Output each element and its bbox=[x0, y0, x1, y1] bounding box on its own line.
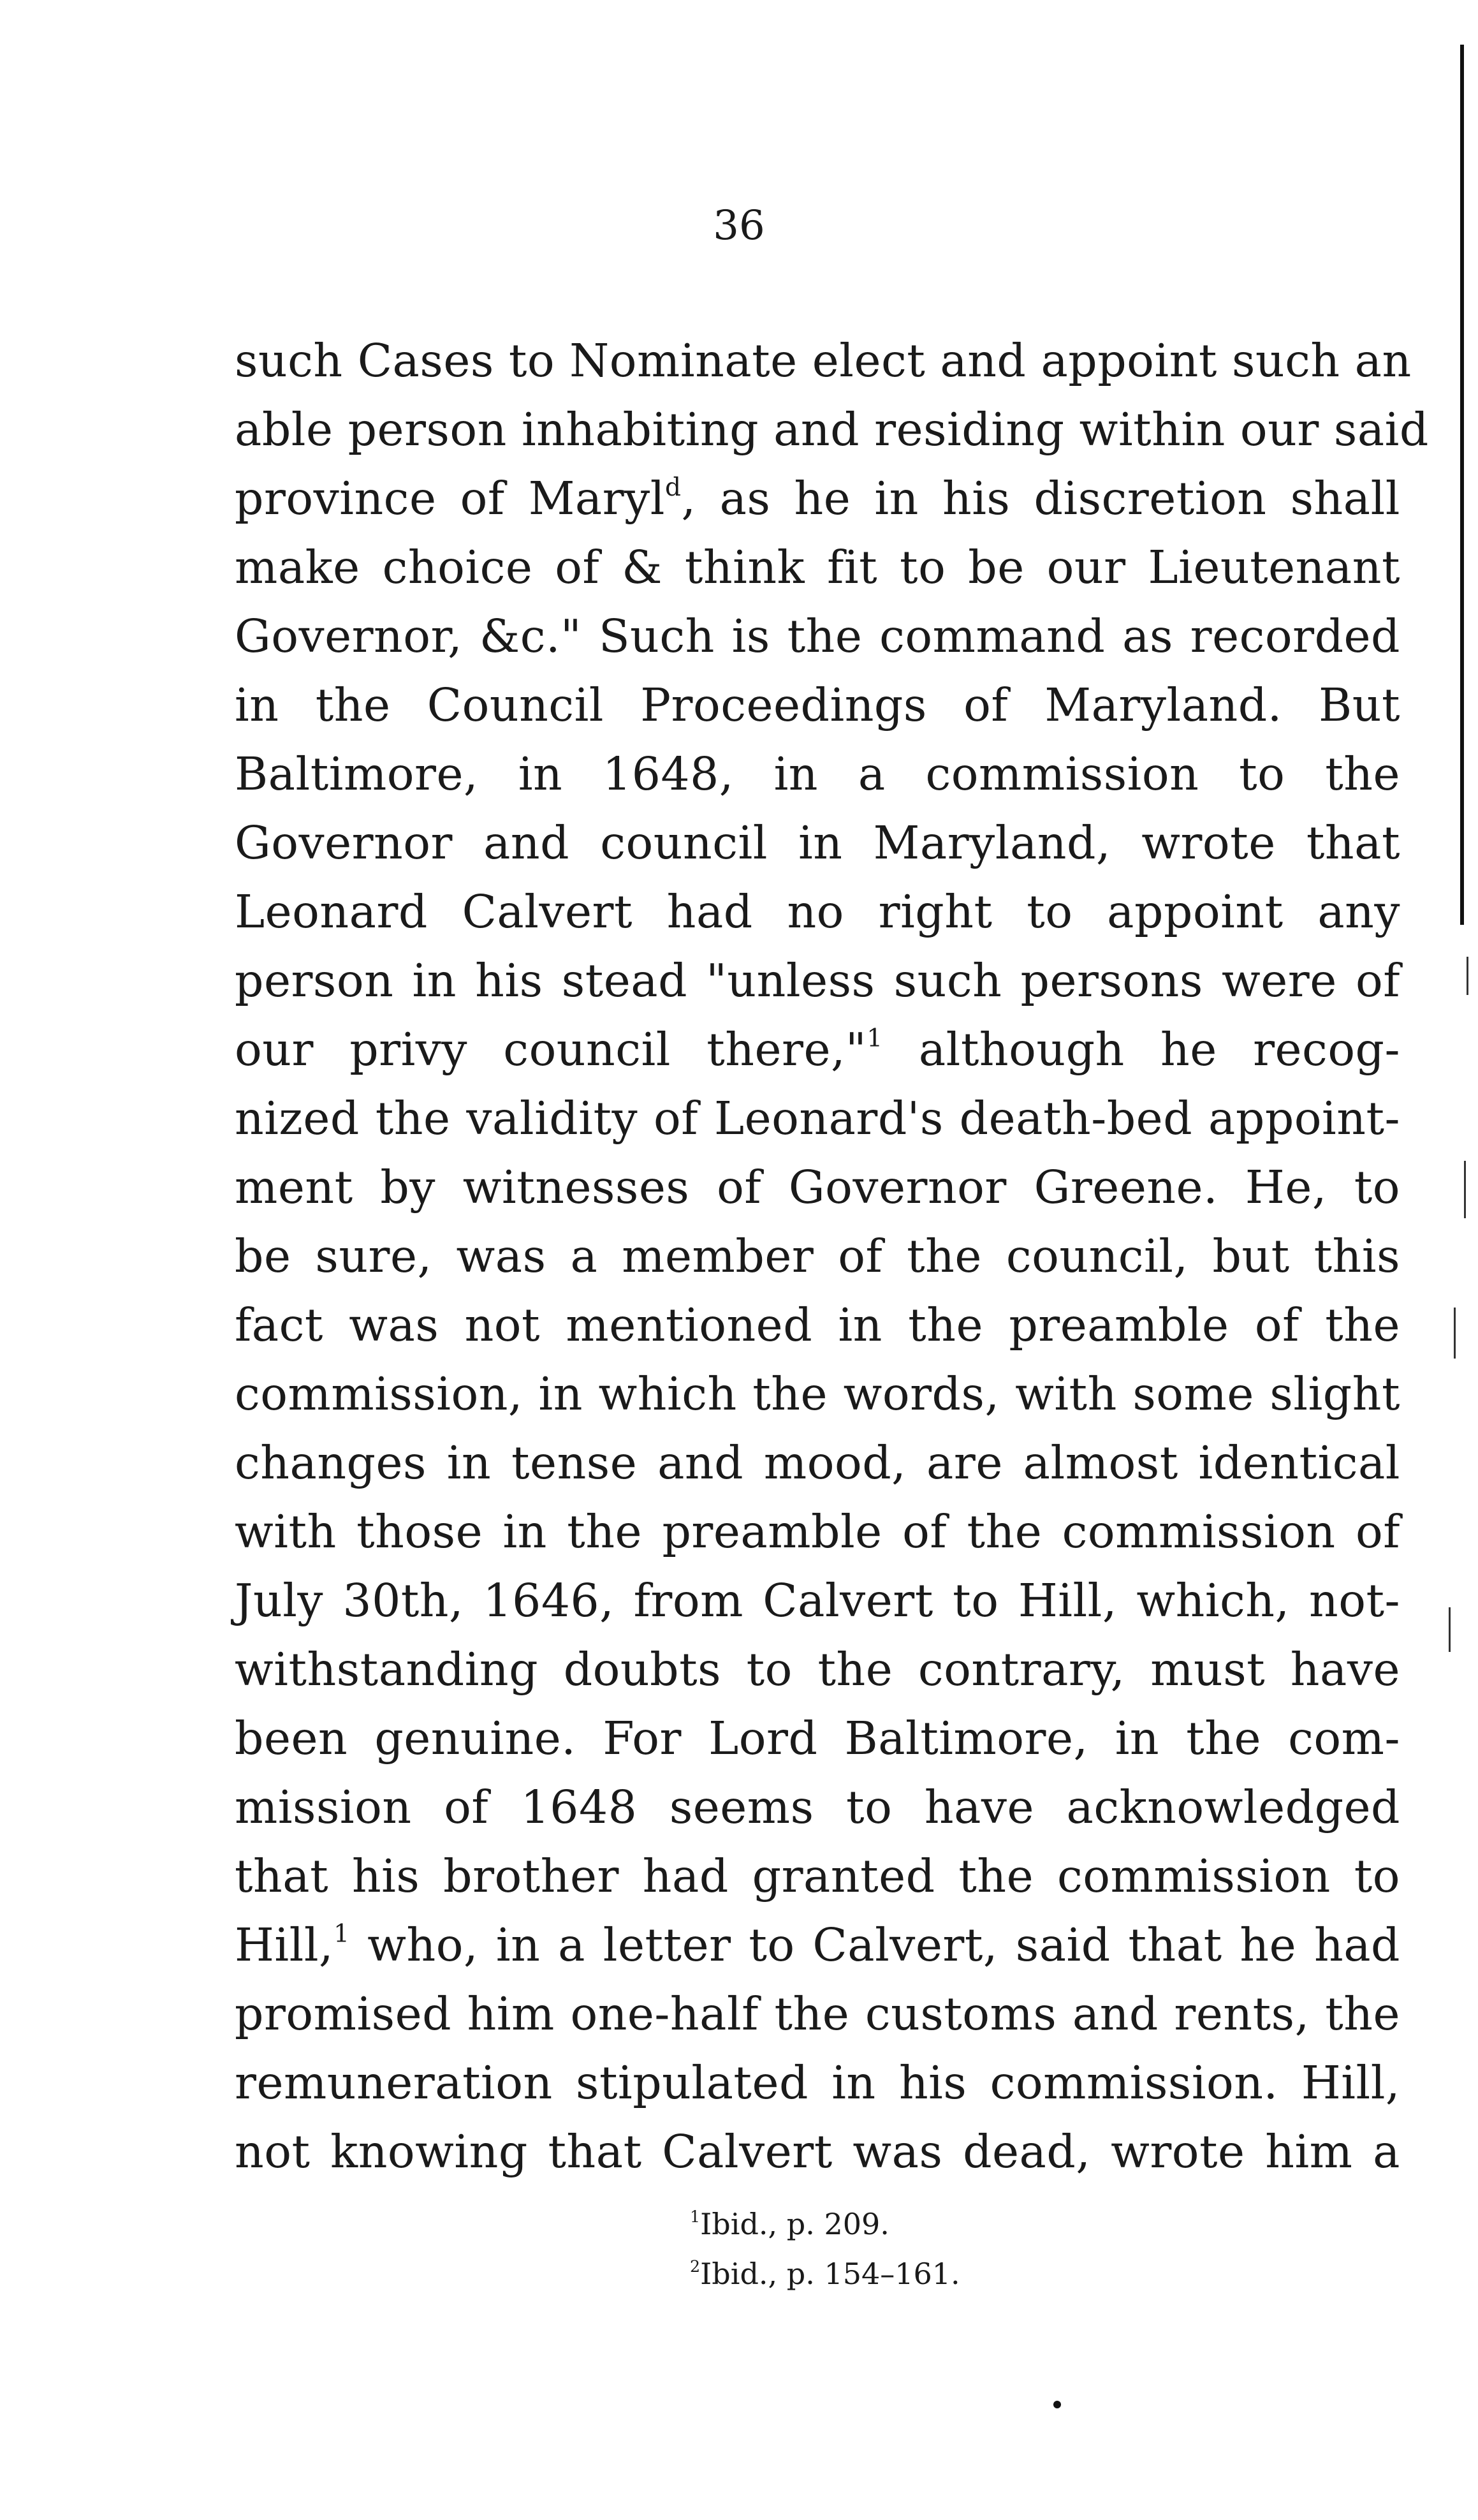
line-text: Hill, bbox=[235, 1919, 334, 1971]
text-line bbox=[235, 2049, 1400, 2118]
text-line bbox=[235, 947, 1400, 1015]
footnote-text: Ibid., p. 209. bbox=[700, 2207, 889, 2241]
line-text: commission, in which the words, with some slight bbox=[235, 1367, 1400, 1420]
text-line bbox=[235, 1566, 1400, 1635]
line-text: Governor, &c." Such is the command as recorded bbox=[235, 610, 1400, 663]
line-text: Baltimore, in 1648, in a commission to the bbox=[235, 748, 1400, 800]
page-number: 36 bbox=[713, 202, 765, 249]
footnotes bbox=[690, 2199, 960, 2299]
text-line bbox=[235, 1704, 1400, 1773]
text-line bbox=[235, 1842, 1400, 1911]
text-line bbox=[235, 464, 1400, 533]
text-line bbox=[235, 671, 1400, 740]
binding-edge-tick bbox=[1467, 957, 1468, 995]
line-text: ment by witnesses of Governor Greene. He, to bbox=[235, 1161, 1400, 1214]
text-line bbox=[235, 1773, 1400, 1842]
line-text: , as he in his discretion shall bbox=[681, 472, 1400, 525]
text-line bbox=[235, 2118, 1400, 2186]
line-text: Leonard Calvert had no right to appoint any bbox=[235, 885, 1400, 938]
line-text: remuneration stipulated in his commission. Hill, bbox=[235, 2056, 1400, 2109]
line-text: that his brother had granted the commission to bbox=[235, 1850, 1400, 1903]
line-text: changes in tense and mood, are almost identical bbox=[235, 1436, 1400, 1489]
line-text: promised him one-half the customs and rents, the bbox=[235, 1987, 1400, 2040]
body-text bbox=[235, 327, 1429, 2186]
text-line bbox=[235, 1980, 1400, 2049]
text-line bbox=[235, 1015, 1400, 1084]
superscript: d bbox=[665, 473, 682, 502]
text-line bbox=[235, 1911, 1400, 1980]
footnote-text: Ibid., p. 154–161. bbox=[700, 2257, 960, 2291]
text-line bbox=[235, 1222, 1400, 1291]
line-text: mission of 1648 seems to have acknowledged bbox=[235, 1781, 1400, 1834]
line-text: person in his stead "unless such persons were of bbox=[235, 954, 1400, 1007]
line-text: been genuine. For Lord Baltimore, in the com- bbox=[235, 1712, 1400, 1765]
stray-ink-dot bbox=[1053, 2401, 1061, 2408]
text-line bbox=[235, 1498, 1400, 1566]
line-text: able person inhabiting and residing within our said bbox=[235, 403, 1429, 456]
binding-edge-tick bbox=[1464, 1161, 1466, 1218]
footnote bbox=[690, 2199, 960, 2249]
text-line bbox=[235, 1291, 1400, 1360]
line-text: not knowing that Calvert was dead, wrote him a bbox=[235, 2125, 1400, 2178]
line-text: although he recog- bbox=[882, 1023, 1400, 1076]
footnote-marker: 1 bbox=[690, 2207, 701, 2227]
binding-edge-tick bbox=[1449, 1607, 1451, 1652]
text-line bbox=[235, 809, 1400, 878]
text-line bbox=[235, 602, 1400, 671]
text-line bbox=[235, 1635, 1400, 1704]
line-text: be sure, was a member of the council, but this bbox=[235, 1230, 1400, 1283]
line-text: withstanding doubts to the contrary, must have bbox=[235, 1643, 1400, 1696]
line-text: Governor and council in Maryland, wrote that bbox=[235, 816, 1400, 869]
line-text: who, in a letter to Calvert, said that he had bbox=[349, 1919, 1400, 1971]
footnote bbox=[690, 2249, 960, 2299]
text-line bbox=[235, 395, 1429, 464]
line-text: with those in the preamble of the commission of bbox=[235, 1505, 1400, 1558]
line-text: nized the validity of Leonard's death-bed appoint- bbox=[235, 1092, 1400, 1145]
line-text: in the Council Proceedings of Maryland. But bbox=[235, 679, 1400, 732]
text-line bbox=[235, 1360, 1400, 1429]
text-line bbox=[235, 327, 1412, 395]
text-line bbox=[235, 1153, 1400, 1222]
line-text: such Cases to Nominate elect and appoint such an bbox=[235, 334, 1412, 387]
text-line bbox=[235, 1084, 1400, 1153]
line-text: July 30th, 1646, from Calvert to Hill, which, not- bbox=[235, 1574, 1400, 1627]
line-text: make choice of & think fit to be our Lieutenant bbox=[235, 541, 1400, 594]
line-text: our privy council there," bbox=[235, 1023, 867, 1076]
text-line bbox=[235, 533, 1400, 602]
footnote-reference: 1 bbox=[867, 1024, 883, 1053]
line-text: fact was not mentioned in the preamble of the bbox=[235, 1299, 1400, 1352]
line-text: province of Maryl bbox=[235, 472, 665, 525]
text-line bbox=[235, 740, 1400, 809]
binding-edge-tick bbox=[1454, 1308, 1456, 1359]
binding-edge-mark bbox=[1460, 45, 1464, 925]
text-line bbox=[235, 878, 1400, 947]
footnote-marker: 2 bbox=[690, 2257, 701, 2276]
text-line bbox=[235, 1429, 1400, 1498]
footnote-reference: 1 bbox=[333, 1919, 350, 1949]
